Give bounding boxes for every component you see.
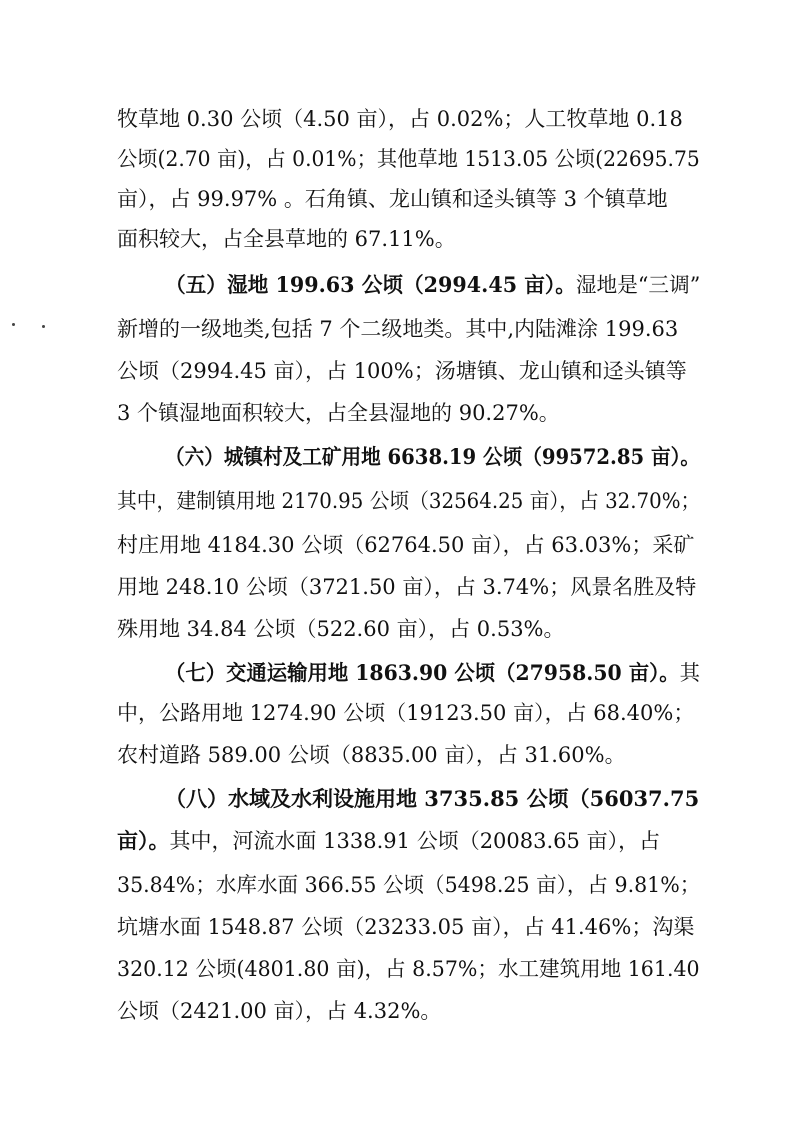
urban-heading: （六）城镇村及工矿用地 6638.19 公顷（99572.85 亩）。 xyxy=(165,444,701,469)
water-line-3: 35.84%；水库水面 366.55 公顷（5498.25 亩），占 9.81%； xyxy=(117,873,701,897)
wetland-line-3: 公顷（2994.45 亩），占 100%；汤塘镇、龙山镇和迳头镇等 xyxy=(117,359,687,383)
water-line-2 xyxy=(117,826,660,856)
water-line-2-text: 其中，河流水面 1338.91 公顷（20083.65 亩），占 xyxy=(169,829,661,853)
water-line-5: 320.12 公顷(4801.80 亩)，占 8.57%；水工建筑用地 161.40 xyxy=(117,957,700,981)
transport-line-3: 农村道路 589.00 公顷（8835.00 亩），占 31.60%。 xyxy=(117,743,626,767)
grass-line-3: 亩），占 99.97% 。石角镇、龙山镇和迳头镇等 3 个镇草地 xyxy=(117,187,668,211)
transport-line-1 xyxy=(165,658,700,688)
water-heading-end: 亩）。 xyxy=(117,828,170,853)
water-heading: （八）水域及水利设施用地 3735.85 公顷（56037.75 xyxy=(165,786,700,811)
urban-line-4: 用地 248.10 公顷（3721.50 亩），占 3.74%；风景名胜及特 xyxy=(117,575,697,599)
wetland-line-4: 3 个镇湿地面积较大，占全县湿地的 90.27%。 xyxy=(117,401,560,425)
wetland-line-1 xyxy=(165,270,700,300)
scan-speck xyxy=(42,325,45,328)
urban-line-2: 其中，建制镇用地 2170.95 公顷（32564.25 亩），占 32.70%； xyxy=(117,489,701,513)
urban-line-1 xyxy=(165,442,700,472)
water-line-6: 公顷（2421.00 亩），占 4.32%。 xyxy=(117,999,442,1023)
transport-line-1-text: 其 xyxy=(679,661,701,685)
transport-line-2: 中，公路用地 1274.90 公顷（19123.50 亩），占 68.40%； xyxy=(117,701,695,725)
grass-line-1: 牧草地 0.30 公顷（4.50 亩），占 0.02%；人工牧草地 0.18 xyxy=(117,107,683,131)
water-line-1 xyxy=(165,784,699,814)
wetland-line-2: 新增的一级地类,包括 7 个二级地类。其中,内陆滩涂 199.63 xyxy=(117,317,679,341)
wetland-line-1-text: 湿地是“三调” xyxy=(575,273,701,297)
grass-line-4: 面积较大，占全县草地的 67.11%。 xyxy=(117,227,456,251)
urban-line-5: 殊用地 34.84 公顷（522.60 亩），占 0.53%。 xyxy=(117,617,565,641)
grass-line-2: 公顷(2.70 亩)，占 0.01%；其他草地 1513.05 公顷(22695.75 xyxy=(117,147,700,171)
water-line-4: 坑塘水面 1548.87 公顷（23233.05 亩），占 41.46%；沟渠 xyxy=(117,915,695,939)
scan-speck xyxy=(12,323,15,326)
wetland-heading: （五）湿地 199.63 公顷（2994.45 亩）。 xyxy=(165,272,576,297)
urban-line-3: 村庄用地 4184.30 公顷（62764.50 亩），占 63.03%；采矿 xyxy=(117,533,695,557)
transport-heading: （七）交通运输用地 1863.90 公顷（27958.50 亩）。 xyxy=(165,660,680,685)
